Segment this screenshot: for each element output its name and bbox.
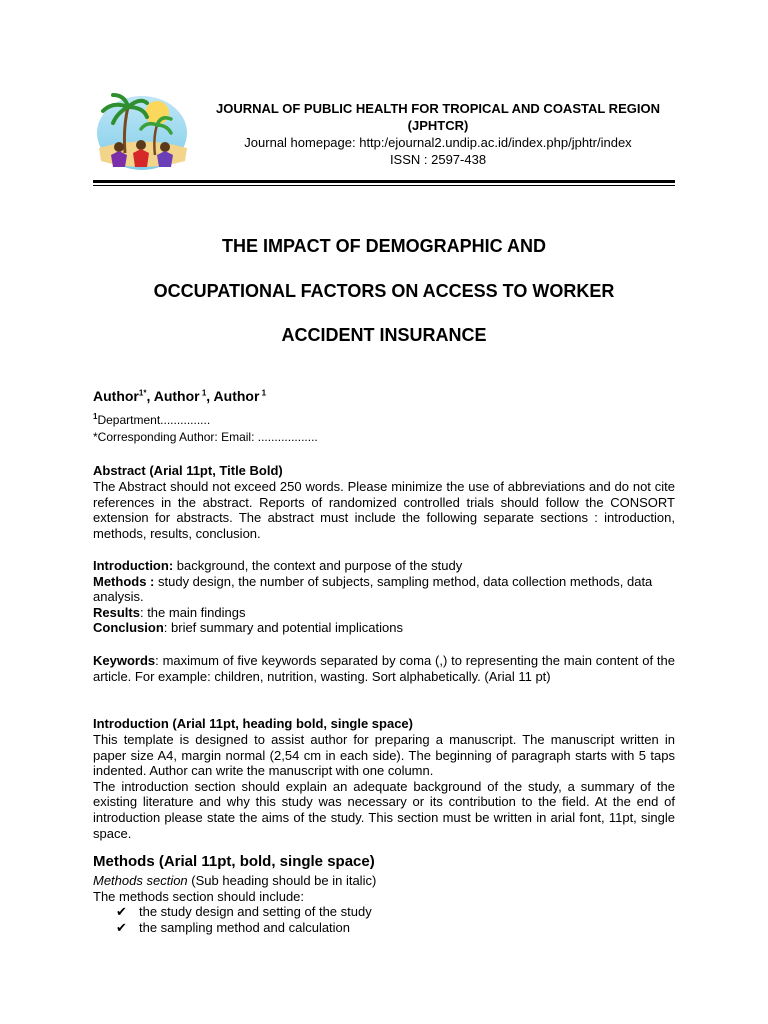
abstract-intro-label: Introduction:: [93, 558, 174, 573]
journal-homepage: Journal homepage: http:/ejournal2.undip.ac.id/index.php/jphtr/index: [244, 135, 632, 150]
paper-title-line-2: OCCUPATIONAL FACTORS ON ACCESS TO WORKER: [153, 281, 615, 301]
keywords-text: : maximum of five keywords separated by coma (,) to representing the main content of the article. For example: children, nutrition, wasting. Sort alphabetically. (Arial 11 pt): [93, 653, 675, 684]
abstract-conclusion-text: : brief summary and potential implications: [163, 620, 403, 636]
abstract-methods-text: study design, the number of subjects, sampling method, data collection methods, data analysis.: [93, 573, 653, 605]
methods-subheading: [93, 873, 675, 889]
author-1-affil: 1*: [138, 388, 147, 398]
introduction-paragraph-2: The introduction section should explain an adequate background of the study, a summary of the existing literature and why this study was necessary or its contribution to the field. At the end of introduction please state the aims of the study. This section must be written in arial font, 11pt, single space.: [93, 778, 675, 841]
abstract-heading-text: Abstract (Arial 11pt, Title Bold): [93, 463, 283, 478]
abstract-results: [93, 605, 675, 621]
author-2: , Author: [146, 388, 200, 404]
abstract-text: The Abstract should not exceed 250 words. Please minimize the use of abbreviations and do not cite references in the abstract. Reports of randomized controlled trials should follow the CONSORT extension for abstracts. The abstract must include the following separate sections : introduction, methods, results, conclusion.: [93, 479, 675, 541]
methods-subheading-rest: (Sub heading should be in italic): [187, 873, 377, 888]
introduction-paragraph-1: This template is designed to assist author for preparing a manuscript. The manuscript written in paper size A4, margin normal (2,54 cm in each side). The beginning of paragraph starts with 5 taps indented. Author can write the manuscript with one column.: [93, 732, 675, 779]
header-rule-thick: [93, 180, 675, 183]
list-item: [93, 904, 675, 920]
methods-lead: The methods section should include:: [93, 888, 305, 904]
abstract-heading: [93, 463, 675, 479]
check-icon: ✔: [116, 919, 127, 935]
paper-title-line-1: THE IMPACT OF DEMOGRAPHIC AND: [222, 236, 546, 256]
methods-heading: [93, 854, 675, 870]
abstract-introduction: [93, 558, 675, 574]
abstract-conclusion-label: Conclusion: [93, 620, 164, 636]
abstract-conclusion: [93, 620, 675, 636]
header-rule-thin: [93, 185, 675, 186]
methods-item-2: the sampling method and calculation: [139, 919, 351, 935]
abstract-methods: [93, 574, 675, 605]
corresponding-author: *Corresponding Author: Email: ..................: [93, 430, 318, 444]
methods-heading-text: Methods (Arial 11pt, bold, single space): [93, 853, 375, 870]
department-line: [93, 412, 210, 427]
journal-issn: ISSN : 2597-438: [389, 152, 487, 167]
keywords: [93, 653, 675, 684]
methods-item-1: the study design and setting of the study: [139, 904, 372, 920]
journal-abbrev: (JPHTCR): [407, 118, 469, 133]
author-3: , Author: [206, 388, 260, 404]
author-2-affil: 1: [199, 388, 207, 398]
methods-checklist: [93, 904, 675, 935]
journal-logo: [95, 93, 190, 173]
methods-subheading-italic: Methods section: [93, 873, 188, 888]
author-1: Author: [93, 388, 139, 404]
abstract-results-label: Results: [93, 604, 140, 620]
keywords-label: Keywords: [93, 653, 156, 668]
journal-title: JOURNAL OF PUBLIC HEALTH FOR TROPICAL AND COASTAL REGION: [216, 101, 660, 116]
check-icon: ✔: [116, 904, 127, 920]
journal-header: [190, 100, 686, 168]
paper-title-line-3: ACCIDENT INSURANCE: [281, 325, 487, 345]
methods-body: [93, 873, 675, 935]
abstract-sections: [93, 558, 675, 636]
abstract-intro-text: background, the context and purpose of the study: [173, 558, 463, 573]
introduction-heading: [93, 716, 675, 732]
introduction-body: [93, 732, 675, 841]
abstract-results-text: : the main findings: [139, 604, 246, 620]
department: Department...............: [97, 413, 211, 427]
list-item: [93, 920, 675, 936]
author-3-affil: 1: [259, 388, 267, 398]
introduction-heading-text: Introduction (Arial 11pt, heading bold, single space): [93, 716, 413, 731]
author-list: [93, 388, 266, 404]
abstract-methods-label: Methods :: [93, 573, 155, 589]
department-affil: 1: [93, 412, 98, 421]
